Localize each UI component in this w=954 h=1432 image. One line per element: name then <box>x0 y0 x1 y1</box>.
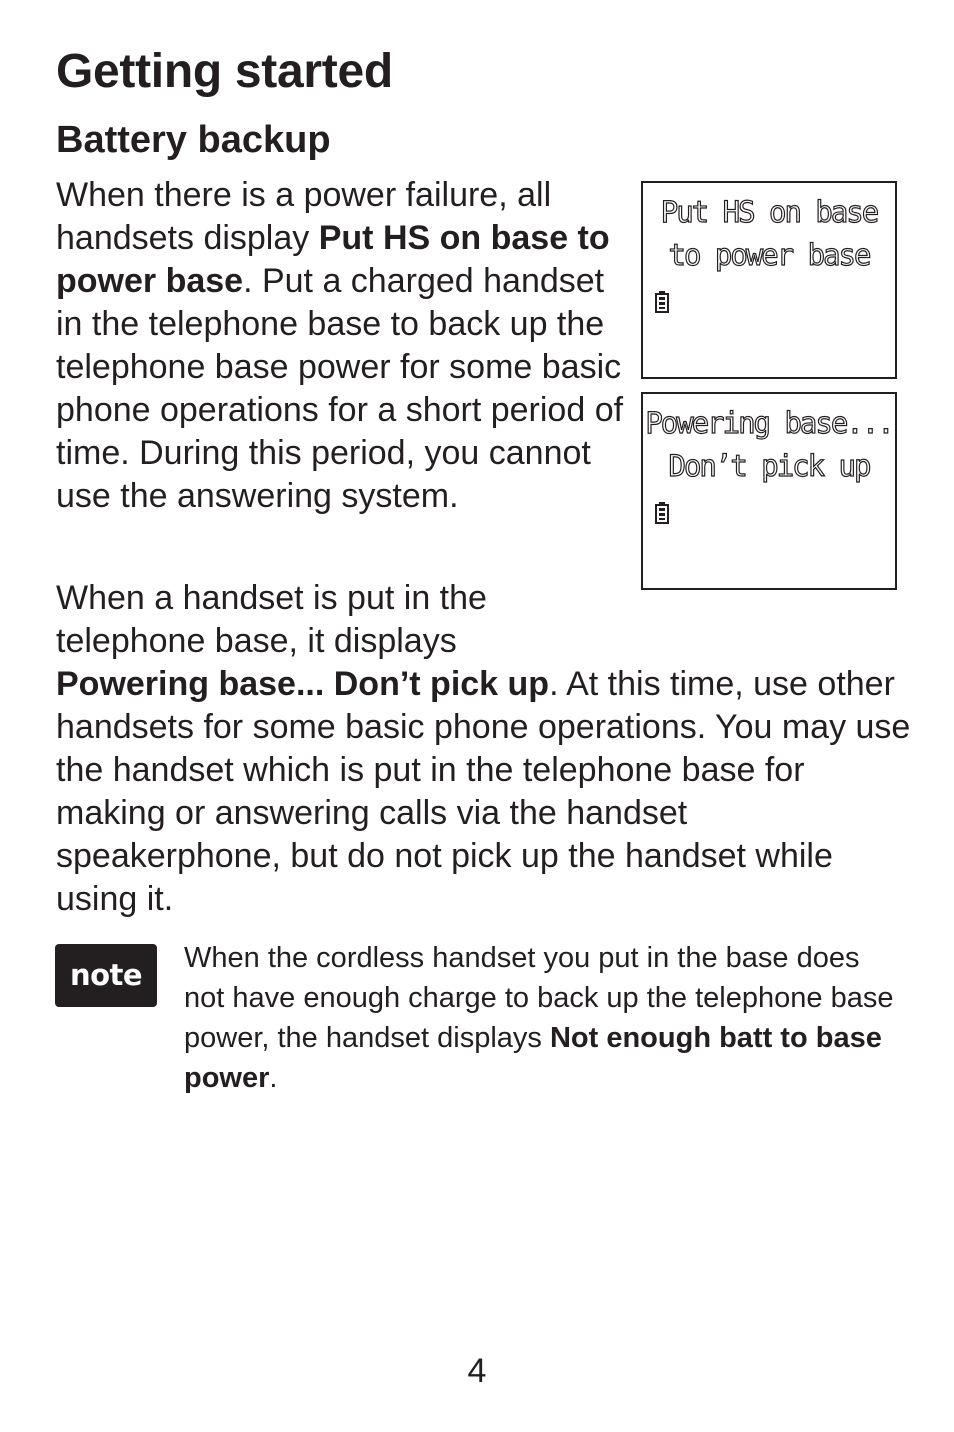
battery-icon <box>655 502 669 524</box>
note-badge: note <box>55 944 157 1007</box>
page-number: 4 <box>467 1352 487 1390</box>
handset-screen-powering-base <box>641 392 897 590</box>
display-message-put-hs-on-base: Put HS on base to power base <box>56 219 610 300</box>
display-message-not-enough-batt: Not enough batt to base power <box>184 1022 882 1094</box>
battery-backup-paragraph-2 <box>56 577 916 921</box>
paragraph-text: . At this time, use other handsets for some basic phone operations. You may use the handset which is put in the telephone base for making or answering calls via the handset speakerphone, but do not pick up the handset while using it. <box>56 665 911 918</box>
screen-line-1: Powering base... <box>645 406 893 440</box>
screen-line-2: to power base <box>668 238 870 272</box>
battery-icon <box>655 291 669 313</box>
note-text <box>184 938 894 1098</box>
paragraph-text: . Put a charged handset in the telephone base to back up the telephone base power for some basic phone operations for a short period of time. During this period, you cannot use the answering system. <box>56 262 624 515</box>
note-end: . <box>269 1062 278 1094</box>
note-body: When the cordless handset you put in the base does not have enough charge to back up the telephone base power, the handset displays <box>184 942 894 1054</box>
screen-line-1: Put HS on base <box>660 195 878 229</box>
page-title: Getting started <box>56 45 393 98</box>
display-message-powering-base: Powering base... Don’t pick up <box>56 665 550 703</box>
section-title: Battery backup <box>56 119 331 161</box>
handset-screen-put-hs-on-base <box>641 181 897 379</box>
screen-line-2: Don’t pick up <box>668 449 870 483</box>
paragraph-text: When there is a power failure, all handsets display <box>56 176 552 257</box>
paragraph-text: When a handset is put in the telephone base, it displays <box>56 579 487 660</box>
battery-backup-paragraph-1 <box>56 174 636 518</box>
